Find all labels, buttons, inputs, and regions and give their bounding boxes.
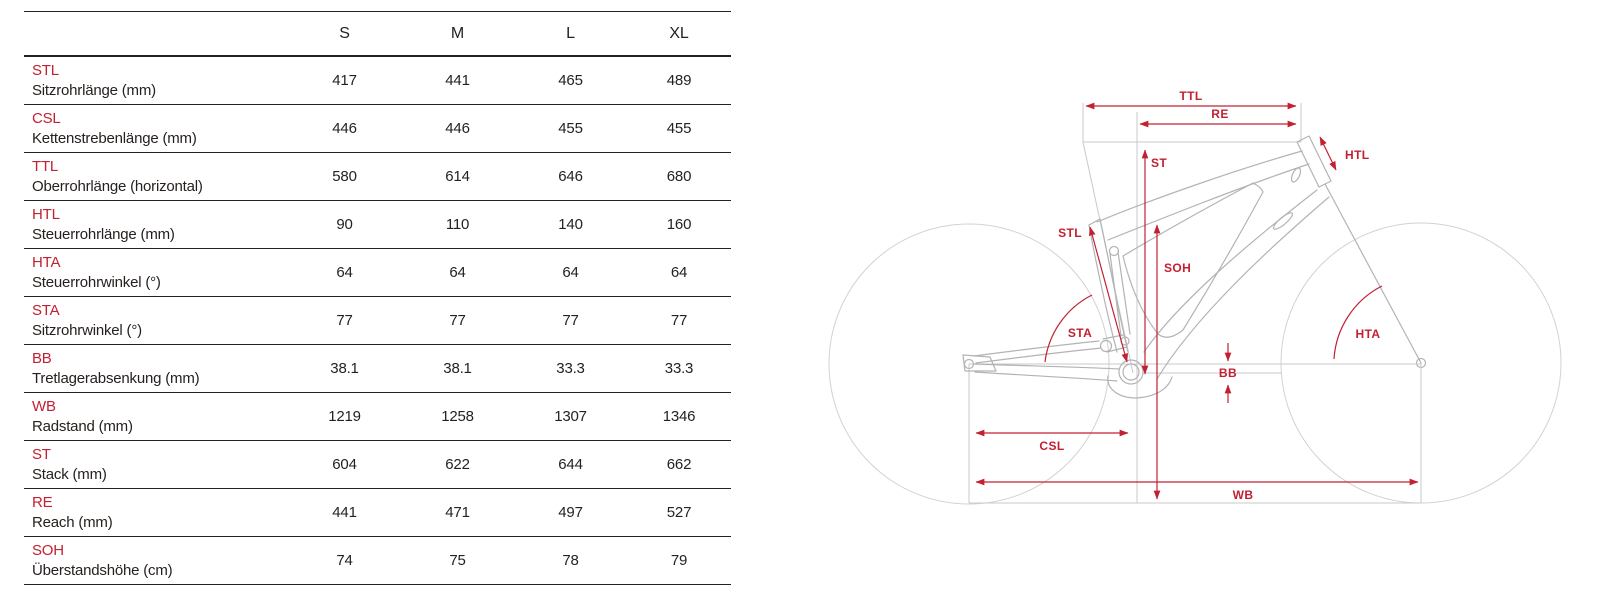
row-name: Oberrohrlänge (horizontal): [32, 178, 203, 195]
dim-htl: [1320, 137, 1370, 170]
row-code: HTA: [32, 254, 61, 271]
size-header-s: S: [339, 24, 350, 42]
headtube-cutout: [1290, 167, 1303, 184]
row-name: Sitzrohrlänge (mm): [32, 82, 156, 99]
row-name: Radstand (mm): [32, 418, 133, 435]
value-cell: 160: [666, 216, 692, 233]
row-code: SOH: [32, 542, 64, 559]
value-cell: 604: [332, 456, 357, 473]
value-cell: 417: [332, 72, 357, 89]
sta-label: STA: [1067, 326, 1093, 340]
value-cell: 455: [558, 120, 583, 137]
hta-label: HTA: [1355, 327, 1381, 341]
value-cell: 441: [332, 504, 357, 521]
ttl-label: TTL: [1179, 89, 1203, 103]
value-cell: 489: [666, 72, 692, 89]
row-name: Sitzrohrwinkel (°): [32, 322, 142, 339]
wb-label: WB: [1232, 488, 1254, 502]
value-cell: 33.3: [556, 360, 585, 377]
dim-re: [1140, 107, 1296, 124]
value-cell: 662: [666, 456, 692, 473]
linkage-pivot: [1101, 341, 1112, 352]
downtube-cutout: [1272, 211, 1295, 232]
row-name: Steuerrohrwinkel (°): [32, 274, 161, 291]
seat-stay: [974, 341, 1099, 356]
row-name: Stack (mm): [32, 466, 107, 483]
value-cell: 64: [336, 264, 353, 281]
value-cell: 64: [670, 264, 688, 281]
dim-soh: [1157, 225, 1191, 499]
chain-stay: [974, 364, 1119, 369]
value-cell: 38.1: [443, 360, 472, 377]
value-cell: 455: [666, 120, 692, 137]
size-header-xl: XL: [669, 24, 689, 42]
size-header-m: M: [450, 24, 465, 42]
value-cell: 78: [562, 552, 579, 569]
value-cell: 644: [558, 456, 583, 473]
row-name: Steuerrohrlänge (mm): [32, 226, 175, 243]
value-cell: 441: [445, 72, 470, 89]
row-name: Tretlagerabsenkung (mm): [32, 370, 200, 387]
value-cell: 471: [445, 504, 470, 521]
dim-bb: [1219, 343, 1237, 403]
value-cell: 74: [336, 552, 353, 569]
value-cell: 680: [666, 168, 692, 185]
dim-hta: [1334, 286, 1382, 359]
soh-label: SOH: [1164, 261, 1192, 275]
dimensions: [976, 89, 1418, 502]
value-cell: 90: [336, 216, 353, 233]
value-cell: 77: [336, 312, 353, 329]
value-cell: 38.1: [330, 360, 359, 377]
bike-frame: [963, 136, 1421, 398]
value-cell: 1219: [328, 408, 361, 425]
shock-mount: [1110, 247, 1119, 256]
size-header-l: L: [566, 24, 575, 42]
row-code: TTL: [32, 158, 59, 175]
row-code: BB: [32, 350, 52, 367]
st-label: ST: [1151, 156, 1168, 170]
row-code: STL: [32, 62, 59, 79]
value-cell: 622: [445, 456, 470, 473]
value-cell: 75: [449, 552, 466, 569]
value-cell: 33.3: [664, 360, 694, 377]
value-cell: 1346: [662, 408, 696, 425]
row-name: Kettenstrebenlänge (mm): [32, 130, 197, 147]
value-cell: 110: [445, 216, 470, 233]
dim-csl: [976, 433, 1128, 453]
dim-ttl: [1086, 89, 1296, 106]
value-cell: 446: [332, 120, 357, 137]
value-cell: 79: [670, 552, 688, 569]
construction-lines: [969, 103, 1421, 503]
value-cell: 1307: [554, 408, 587, 425]
row-name: Überstandshöhe (cm): [32, 562, 173, 579]
shock: [1110, 254, 1121, 336]
value-cell: 77: [670, 312, 688, 329]
value-cell: 140: [558, 216, 583, 233]
value-cell: 580: [332, 168, 357, 185]
value-cell: 1258: [441, 408, 474, 425]
value-cell: 77: [449, 312, 466, 329]
value-cell: 646: [558, 168, 583, 185]
value-cell: 77: [562, 312, 579, 329]
htl-label: HTL: [1345, 148, 1370, 162]
csl-label: CSL: [1039, 439, 1065, 453]
row-code: STA: [32, 302, 60, 319]
row-code: RE: [32, 494, 53, 511]
value-cell: 614: [445, 168, 470, 185]
bb-label: BB: [1218, 366, 1238, 380]
re-label: RE: [1211, 107, 1229, 121]
head-tube: [1297, 136, 1331, 187]
row-code: ST: [32, 446, 51, 463]
value-cell: 465: [558, 72, 583, 89]
value-cell: 446: [445, 120, 470, 137]
value-cell: 497: [558, 504, 583, 521]
row-code: WB: [32, 398, 56, 415]
value-cell: 64: [449, 264, 466, 281]
value-cell: 527: [666, 504, 692, 521]
row-name: Reach (mm): [32, 514, 113, 531]
stl-label: STL: [1058, 226, 1082, 240]
row-code: CSL: [32, 110, 61, 127]
value-cell: 64: [562, 264, 579, 281]
row-code: HTL: [32, 206, 60, 223]
